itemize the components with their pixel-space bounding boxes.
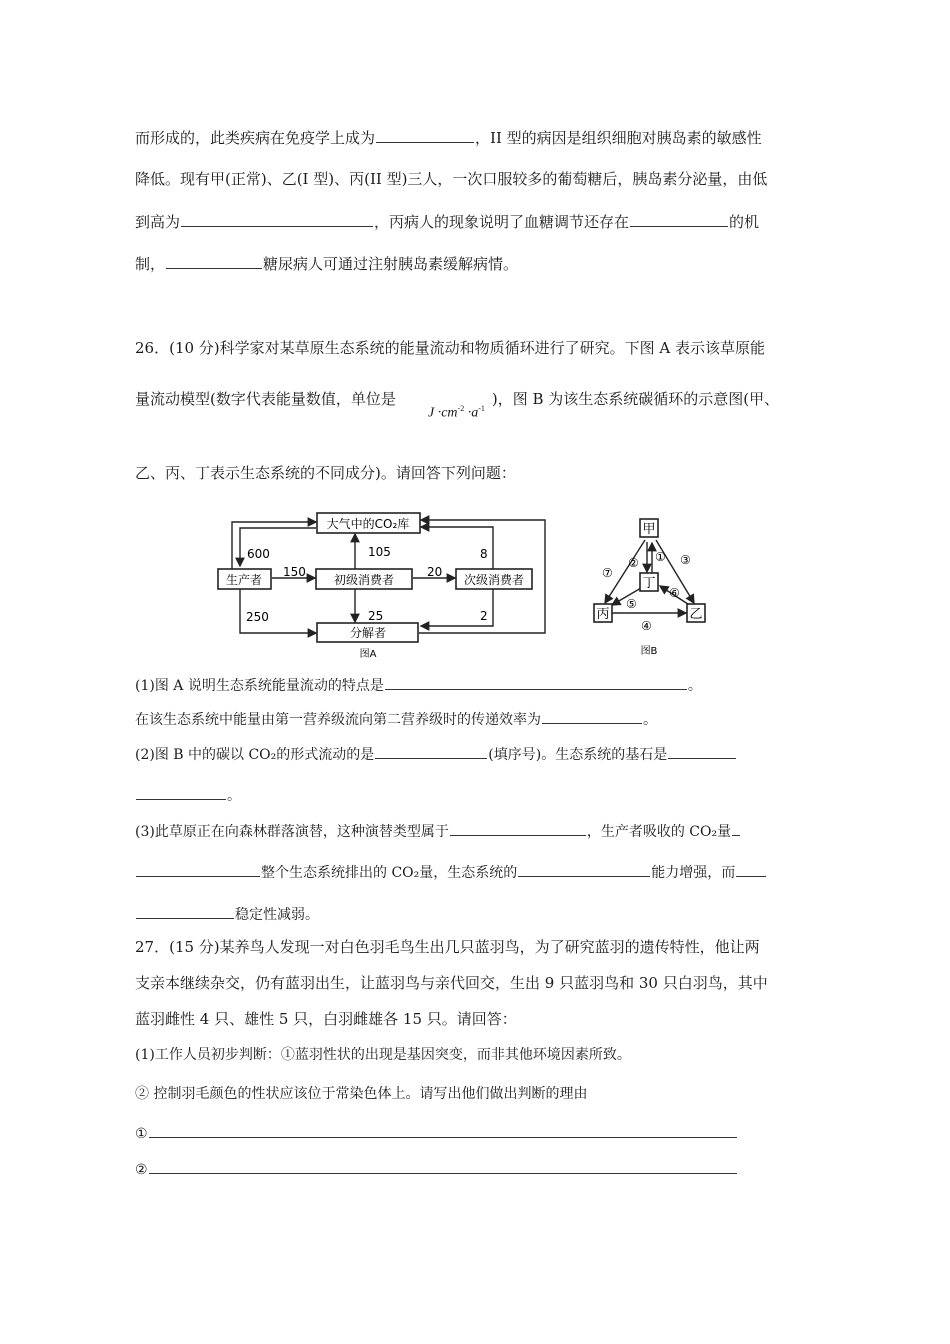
bing-label: 丙: [596, 607, 610, 622]
q26-intro-line1: 26．(10 分)科学家对某草原生态系统的能量流动和物质循环进行了研究。下图 A 表示该草原能: [135, 339, 766, 357]
producer-label: 生产者: [225, 573, 263, 587]
q26-intro-line2: 量流动模型(数字代表能量数值，单位是 )，图 B 为该生态系统碳循环的示意图(甲、: [135, 390, 780, 408]
arrow-2-label: ②: [628, 556, 639, 570]
q27-line4: (1)工作人员初步判断：①蓝羽性状的出现是基因突变，而非其他环境因素所致。: [135, 1047, 631, 1063]
figure-a-caption: 图A: [359, 649, 377, 660]
arrow-4-label: ④: [641, 619, 652, 633]
answer-blank[interactable]: [518, 861, 650, 877]
p1-line4: 制， 糖尿病人可通过注射胰岛素缓解病情。: [135, 255, 519, 273]
answer-blank[interactable]: [149, 1158, 737, 1174]
arrow-1-label: ①: [655, 550, 666, 564]
q26-sub2-line1: (2)图 B 中的碳以 CO₂的形式流动的是 (填序号)。生态系统的基石是: [135, 743, 737, 765]
q26-sub3-line3: 稳定性减弱。: [135, 903, 319, 925]
figure-b-carbon-cycle: [585, 510, 715, 660]
answer-blank[interactable]: [376, 127, 474, 143]
answer-blank[interactable]: [668, 743, 736, 759]
answer-blank[interactable]: [630, 211, 728, 227]
answer-blank[interactable]: [149, 1122, 737, 1138]
q27-line5: ② 控制羽毛颜色的性状应该位于常染色体上。请写出他们做出判断的理由: [135, 1086, 588, 1102]
answer-blank[interactable]: [136, 784, 226, 800]
value-25: 25: [368, 609, 384, 623]
answer-blank[interactable]: [136, 861, 260, 877]
arrow-6-label: ⑥: [669, 586, 680, 600]
answer-blank[interactable]: [450, 820, 586, 836]
answer-blank[interactable]: [181, 211, 373, 227]
q26-sub1-line2: 在该生态系统中能量由第一营养级流向第二营养级时的传递效率为 。: [135, 708, 657, 730]
value-2: 2: [480, 609, 488, 623]
yi-label: 乙: [689, 607, 703, 622]
arrow-7-label: ⑦: [602, 566, 613, 580]
q27-reason-2: ②: [135, 1158, 738, 1180]
value-105: 105: [368, 545, 391, 559]
energy-unit: $J \cdot cm^{-2} \cdot a^{-1}$: [428, 404, 485, 421]
decomposer-label: 分解者: [349, 626, 387, 640]
answer-blank[interactable]: [136, 903, 234, 919]
jia-label: 甲: [642, 522, 656, 537]
figure-b-caption: 图B: [640, 646, 658, 657]
answer-blank[interactable]: [375, 743, 487, 759]
arrow-3-label: ③: [680, 553, 691, 567]
p1-line1: 而形成的，此类疾病在免疫学上成为 ，II 型的病因是组织细胞对胰岛素的敏感性: [135, 129, 762, 147]
q27-line2: 支亲本继续杂交，仍有蓝羽出生，让蓝羽鸟与亲代回交，生出 9 只蓝羽鸟和 30 只白羽鸟，其中: [135, 974, 768, 992]
value-600: 600: [247, 547, 270, 561]
value-20: 20: [427, 565, 443, 579]
value-8: 8: [480, 547, 488, 561]
primary-consumer-label: 初级消费者: [333, 573, 395, 587]
value-150: 150: [283, 565, 306, 579]
answer-blank[interactable]: [542, 708, 642, 724]
arrow-5-label: ⑤: [626, 597, 637, 611]
q27-line3: 蓝羽雌性 4 只、雄性 5 只，白羽雌雄各 15 只。请回答：: [135, 1010, 517, 1028]
answer-blank[interactable]: [736, 861, 766, 877]
q26-sub1-line1: (1)图 A 说明生态系统能量流动的特点是 。: [135, 674, 702, 696]
answer-blank[interactable]: [732, 820, 740, 836]
q26-sub2-line2: 。: [135, 784, 241, 806]
q26-intro-line3: 乙、丙、丁表示生态系统的不同成分)。请回答下列问题：: [135, 464, 516, 482]
q26-sub3-line1: (3)此草原正在向森林群落演替，这种演替类型属于 ，生产者吸收的 CO₂量: [135, 820, 741, 842]
p1-line2: 降低。现有甲(正常)、乙(I 型)、丙(II 型)三人，一次口服较多的葡萄糖后，胰岛素分泌量，由低: [135, 170, 768, 188]
answer-blank[interactable]: [166, 253, 262, 269]
figure-a-energy-flow: [200, 505, 560, 665]
secondary-consumer-label: 次级消费者: [463, 573, 525, 587]
q26-sub3-line2: 整个生态系统排出的 CO₂量，生态系统的 能力增强，而: [135, 861, 767, 883]
ding-label: 丁: [642, 576, 656, 591]
q27-reason-1: ①: [135, 1122, 738, 1144]
atmosphere-label: 大气中的CO₂库: [326, 517, 410, 531]
answer-blank[interactable]: [385, 674, 687, 690]
p1-line3: 到高为 ，丙病人的现象说明了血糖调节还存在 的机: [135, 213, 760, 231]
value-250: 250: [246, 610, 269, 624]
q27-line1: 27．(15 分)某养鸟人发现一对白色羽毛鸟生出几只蓝羽鸟，为了研究蓝羽的遗传特性，他让两: [135, 938, 760, 956]
